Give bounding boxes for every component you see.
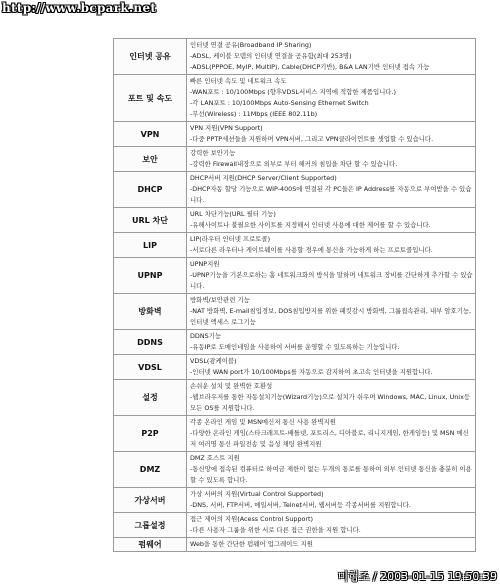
feature-label: DMZ: [114, 452, 187, 488]
description-line: -무선(Wireless) : 11Mbps (IEEE 802.11b): [190, 110, 318, 118]
table-row: [114, 355, 476, 380]
table-row: [114, 488, 476, 513]
description-line: Web을 통한 간단한 펌웨어 업그레이드 지원: [190, 540, 313, 548]
feature-description: [187, 75, 476, 122]
description-line: 손쉬운 설치 및 완벽한 호환성: [190, 382, 273, 390]
feature-description: [187, 122, 476, 147]
description-line: DHCP서버 지원(DHCP Server/Client Supported): [190, 174, 337, 182]
feature-description: [187, 380, 476, 416]
table-row: [114, 233, 476, 258]
feature-description: [187, 452, 476, 488]
feature-label: LIP: [114, 233, 187, 258]
feature-description: [187, 147, 476, 172]
description-line: VDSL(광케이블): [190, 357, 237, 365]
feature-label: 포트 및 속도: [114, 75, 187, 122]
feature-label: VDSL: [114, 355, 187, 380]
table-row: [114, 39, 476, 75]
feature-label: 인터넷 공유: [114, 39, 187, 75]
table-row: [114, 258, 476, 294]
feature-label: 보안: [114, 147, 187, 172]
table-row: [114, 208, 476, 233]
description-line: -통신망에 접속된 컴퓨터로 하여금 제한이 없는 두개의 통로를 통하여 외부 인터넷 통신을 충분히 이용할 수 있도록 합니다.: [190, 465, 472, 484]
feature-description: [187, 488, 476, 513]
feature-label: 설정: [114, 380, 187, 416]
table-row: [114, 380, 476, 416]
table-row: [114, 330, 476, 355]
feature-label: P2P: [114, 416, 187, 452]
feature-description: [187, 294, 476, 330]
description-line: 각종 온라인 게임 및 MSN메신저 통신 사용 완벽지원: [190, 418, 336, 426]
description-line: UPNP지원: [190, 260, 220, 268]
feature-description: [187, 258, 476, 294]
description-line: VPN 지원(VPN Support): [190, 124, 263, 132]
description-line: 가상 서버의 지원(Virtual Control Supported): [190, 490, 324, 498]
feature-description: [187, 513, 476, 538]
description-line: DMZ 호스트 지원: [190, 454, 240, 462]
description-line: -WAN포트 : 10/100Mbps (향후VDSL서비스 지역에 적합한 제품입니다.): [190, 88, 396, 96]
table-row: [114, 416, 476, 452]
description-line: 강력한 보안기능: [190, 149, 236, 157]
description-line: -각 LAN포트 : 10/100Mbps Auto-Sensing Ethernet Switch: [190, 99, 369, 107]
feature-description: [187, 208, 476, 233]
description-line: -DNS, 서버, FTP서버, 메일서버, Telnet서버, 웹서버등 각종서버를 지원합니다.: [190, 501, 411, 509]
table-row: [114, 122, 476, 147]
feature-description: [187, 330, 476, 355]
feature-label: UPNP: [114, 258, 187, 294]
description-line: -다른 사용자 그룹을 위한 서로 다른 접근 권한을 지원 합니다.: [190, 526, 361, 534]
table-row: [114, 538, 476, 552]
feature-label: 방화벽: [114, 294, 187, 330]
feature-description: [187, 233, 476, 258]
description-line: -다중 PPTP세션들을 지원하며 VPN서버, 그리고 VPN클라이언트를 셋업할 수 있습니다.: [190, 135, 434, 143]
description-line: -유해사이트나 불필요한 사이트를 지정해서 인터넷 사용에 대한 제어를 할 수 있습니다.: [190, 221, 431, 229]
description-line: 방화벽/보안관련 기능: [190, 296, 250, 304]
description-line: -NAT 방화벽, E-mail침입경보, DOS침입방지를 위한 패킷감시 방화벽, 그룹접속관리, 내부 암호기능, 인터넷 액세스 로그기능: [190, 307, 472, 326]
feature-label: DHCP: [114, 172, 187, 208]
feature-label: 그룹설정: [114, 513, 187, 538]
description-line: -인터넷 WAN port가 10/100Mbps를 자동으로 감지하여 초고속 인터넷을 지원합니다.: [190, 368, 433, 376]
feature-description: [187, 538, 476, 552]
description-line: -UPNP기능을 기본으로하는 홈 네트워크화의 방식을 말하며 네트워크 장비를 간단하게 추가할 수 있습니다.: [190, 271, 473, 290]
table-row: [114, 75, 476, 122]
description-line: -유동IP로 도메인네임을 사용하여 서버를 운영할 수 있도록하는 기능입니다.: [190, 343, 400, 351]
feature-label: URL 차단: [114, 208, 187, 233]
feature-description: [187, 355, 476, 380]
table-row: [114, 147, 476, 172]
author-timestamp: 미형조 / 2003-01-15 19:50:39: [337, 570, 497, 583]
feature-label: VPN: [114, 122, 187, 147]
description-line: -다양한 온라인 게임(스타크래프트-배틀넷, 포트리스, 디아블로, 리니지게임, 한게임등) 및 MSN 메신저 여러명 통신 파일전송 및 음성 채팅 완벽지원: [190, 429, 469, 448]
table-row: [114, 452, 476, 488]
feature-label: DDNS: [114, 330, 187, 355]
feature-spec-table: [113, 38, 476, 552]
feature-label: 가상서버: [114, 488, 187, 513]
description-line: -강력한 Firewall내장으로 외부로 부터 해커의 침입을 차단 할 수 있습니다.: [190, 160, 398, 168]
description-line: -ADSL, 케이블 모뎀의 인터넷 연결을 공유함(최대 253명): [190, 52, 352, 60]
description-line: -웹브라우저를 통한 자동설치기능(Wizard기능)으로 설치가 쉬우며 Windows, MAC, Linux, Unix등 모든 OS를 지원합니다.: [190, 393, 471, 412]
description-line: LIP(라우터 인터넷 프로토콜): [190, 235, 271, 243]
description-line: 빠른 인터넷 속도 및 네트워크 속도: [190, 77, 287, 85]
feature-description: [187, 416, 476, 452]
table-row: [114, 172, 476, 208]
feature-description: [187, 39, 476, 75]
site-watermark: http://www.bcpark.net: [2, 1, 157, 15]
feature-label: 펌웨어: [114, 538, 187, 552]
description-line: DDNS기능: [190, 332, 222, 340]
table-row: [114, 294, 476, 330]
table-row: [114, 513, 476, 538]
feature-description: [187, 172, 476, 208]
description-line: 접근 제어의 지원(Acess Control Support): [190, 515, 314, 523]
description-line: -서로다른 라우터나 게이트웨이를 사용할 경우에 통신을 가능하게 하는 프로토콜입니다.: [190, 246, 433, 254]
description-line: URL 차단기능(URL 필터 기능): [190, 210, 276, 218]
description-line: 인터넷 연결 공유(Broadband IP Sharing): [190, 41, 312, 49]
description-line: -DHCP자동 할당 기능으로 WIP-400S에 연결된 각 PC들은 IP Address를 자동으로 부여받을 수 있습니다.: [190, 185, 472, 204]
description-line: -ADSL(PPPOE, MyIP, MultIP), Cable(DHCP기반), B&A LAN기반 인터넷 접속 가능: [190, 63, 430, 71]
